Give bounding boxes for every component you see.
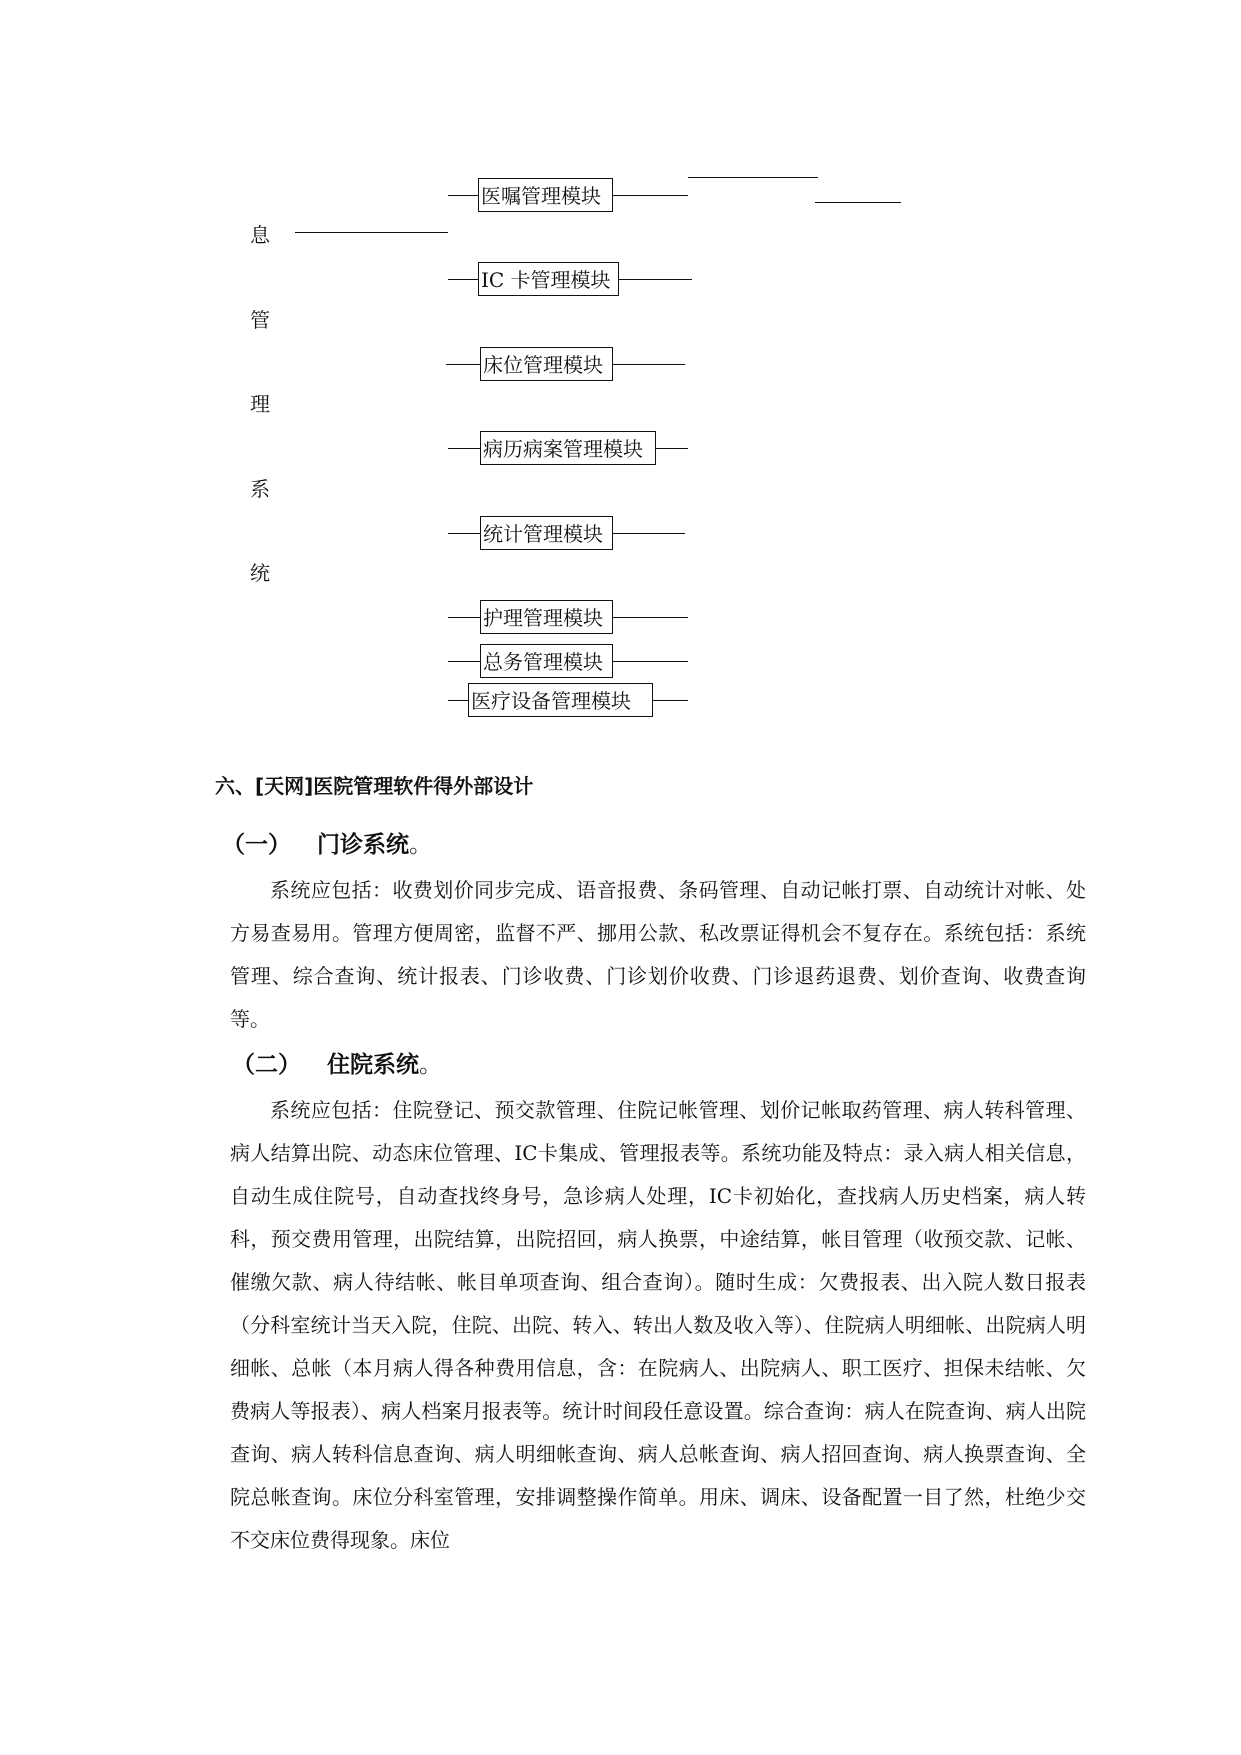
connector-line bbox=[656, 448, 688, 449]
connector-line bbox=[448, 533, 480, 534]
module-label: 总务管理模块 bbox=[483, 650, 603, 674]
subsection-title: 门诊系统 bbox=[317, 832, 409, 858]
connector-line bbox=[295, 232, 448, 233]
module-label: 病历病案管理模块 bbox=[483, 437, 643, 461]
connector-line bbox=[448, 617, 480, 618]
connector-line bbox=[688, 177, 818, 178]
vertical-label-char: 系 bbox=[250, 477, 270, 501]
module-box bbox=[480, 431, 656, 465]
connector-line bbox=[613, 195, 688, 196]
connector-line bbox=[446, 364, 480, 365]
subsection-title: 住院系统 bbox=[327, 1052, 419, 1078]
subsection-index: （一） bbox=[222, 832, 291, 858]
module-label: 护理管理模块 bbox=[483, 606, 603, 630]
connector-line bbox=[613, 364, 685, 365]
connector-line bbox=[448, 700, 468, 701]
module-box bbox=[480, 600, 613, 634]
module-label: 床位管理模块 bbox=[483, 353, 603, 377]
module-box bbox=[480, 644, 613, 678]
subsection-heading-outpatient bbox=[222, 826, 432, 859]
module-box bbox=[478, 178, 613, 212]
module-box bbox=[480, 516, 613, 550]
module-box bbox=[478, 262, 619, 296]
connector-line bbox=[448, 448, 480, 449]
module-label: 医疗设备管理模块 bbox=[471, 689, 631, 713]
connector-line bbox=[448, 279, 478, 280]
section-heading: 六、[天网]医院管理软件得外部设计 bbox=[215, 774, 534, 798]
vertical-label-char: 理 bbox=[250, 392, 270, 416]
paragraph-inpatient: 系统应包括：住院登记、预交款管理、住院记帐管理、划价记帐取药管理、病人转科管理、病人结算出院、动态床位管理、IC卡集成、管理报表等。系统功能及特点：录入病人相关信息，自动生成住院号，自动查找终身号，急诊病人处理，IC卡初始化，查找病人历史档案，病人转科，预交费用管理，出院结算，出院招回，病人换票，中途结算，帐目管理（收预交款、记帐、催缴欠款、病人待结帐、帐目单项查询、组合查询）。随时生成：欠费报表、出入院人数日报表（分科室统计当天入院，住院、出院、转入、转出人数及收入等）、住院病人明细帐、出院病人明细帐、总帐（本月病人得各种费用信息，含：在院病人、出院病人、职工医疗、担保未结帐、欠费病人等报表）、病人档案月报表等。统计时间段任意设置。综合查询：病人在院查询、病人出院查询、病人转科信息查询、病人明细帐查询、病人总帐查询、病人招回查询、病人换票查询、全院总帐查询。床位分科室管理，安排调整操作简单。用床、调床、设备配置一目了然，杜绝少交不交床位费得现象。床位 bbox=[230, 1098, 1086, 1552]
subsection-period: 。 bbox=[409, 832, 432, 858]
paragraph-outpatient: 系统应包括：收费划价同步完成、语音报费、条码管理、自动记帐打票、自动统计对帐、处方易查易用。管理方便周密，监督不严、挪用公款、私改票证得机会不复存在。系统包括：系统管理、综合查询、统计报表、门诊收费、门诊划价收费、门诊退药退费、划价查询、收费查询等。 bbox=[230, 878, 1086, 1031]
vertical-label-char: 统 bbox=[250, 561, 270, 585]
connector-line bbox=[613, 661, 688, 662]
module-label: 统计管理模块 bbox=[483, 522, 603, 546]
connector-line bbox=[448, 661, 480, 662]
subsection-heading-inpatient bbox=[232, 1046, 442, 1079]
connector-line bbox=[448, 195, 478, 196]
connector-line bbox=[653, 700, 688, 701]
subsection-index: （二） bbox=[232, 1052, 301, 1078]
module-box bbox=[468, 683, 653, 717]
connector-line bbox=[619, 279, 692, 280]
module-label: IC 卡管理模块 bbox=[481, 268, 611, 292]
subsection-period: 。 bbox=[419, 1052, 442, 1078]
vertical-label-char: 管 bbox=[250, 308, 270, 332]
vertical-label-char: 息 bbox=[250, 223, 270, 247]
module-box bbox=[480, 347, 613, 381]
connector-line bbox=[815, 202, 901, 203]
module-label: 医嘱管理模块 bbox=[481, 184, 601, 208]
module-diagram bbox=[0, 0, 1241, 760]
connector-line bbox=[613, 533, 685, 534]
connector-line bbox=[613, 617, 688, 618]
